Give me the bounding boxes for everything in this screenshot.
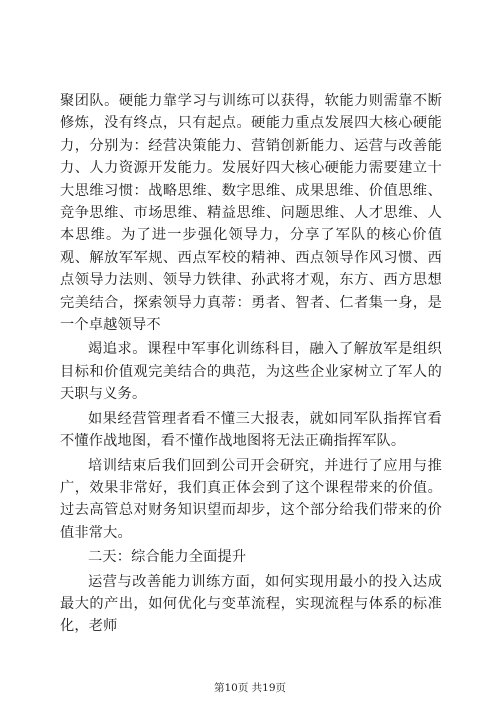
paragraph-2: 竭追求。课程中军事化训练科目，融入了解放军是组织目标和价值观完美结合的典范，为这些企业家树立了军人的天职与义务。 <box>60 341 442 403</box>
paragraph-4: 培训结束后我们回到公司开会研究，并进行了应用与推广，效果非常好，我们真正体会到了这个课程带来的价值。过去高管总对财务知识望而却步，这个部分给我们带来的价值非常大。 <box>60 457 442 541</box>
paragraph-5: 运营与改善能力训练方面，如何实现用最小的投入达成最大的产出，如何优化与变革流程，实现流程与体系的标准化，老师 <box>60 573 442 635</box>
paragraph-1: 聚团队。硬能力靠学习与训练可以获得，软能力则需靠不断修炼，没有终点，只有起点。硬能力重点发展四大核心硬能力，分别为：经营决策能力、营销创新能力、运营与改善能力、人力资源开发能力。发展好四大核心硬能力需要建立十大思维习惯：战略思维、数字思维、成果思维、价值思维、竞争思维、市场思维、精益思维、问题思维、人才思维、人本思维。为了进一步强化领导力，分享了军队的核心价值观、解放军军规、西点军校的精神、西点领导作风习惯、西点领导力法则、领导力铁律、孙武将才观，东方、西方思想完美结合，探索领导力真蒂：勇者、智者、仁者集一身，是一个卓越领导不 <box>60 93 442 334</box>
section-heading: 二天：综合能力全面提升 <box>88 549 247 566</box>
page-footer: 第10页 共19页 <box>213 682 287 694</box>
document-body <box>60 90 442 638</box>
paragraph-3: 如果经营管理者看不懂三大报表，就如同军队指挥官看不懂作战地图，看不懂作战地图将无法正确指挥军队。 <box>60 410 442 450</box>
